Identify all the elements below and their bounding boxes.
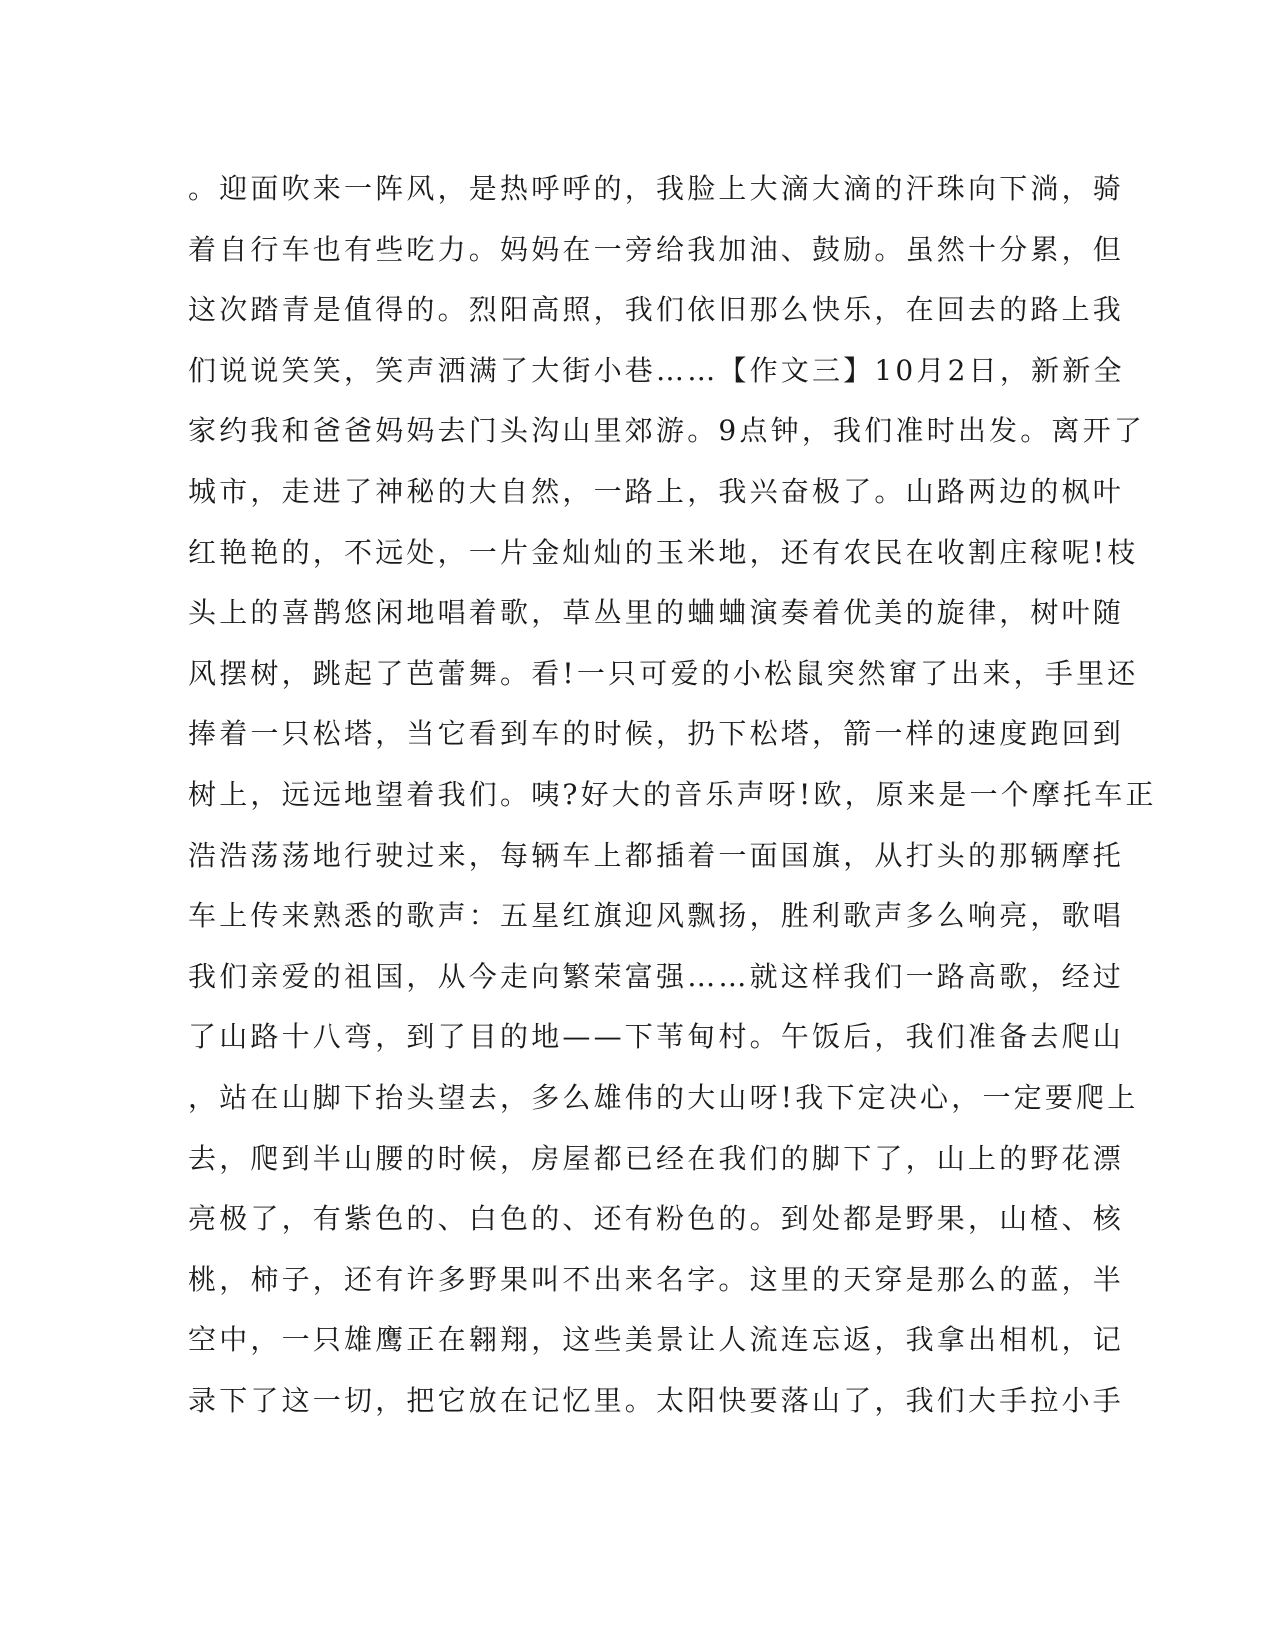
text-line: 桃，柿子，还有许多野果叫不出来名字。这里的天穿是那么的蓝，半 — [188, 1262, 1125, 1296]
text-line: 了山路十八弯，到了目的地——下苇甸村。午饭后，我们准备去爬山 — [188, 1020, 1125, 1054]
text-line: 亮极了，有紫色的、白色的、还有粉色的。到处都是野果，山楂、核 — [188, 1202, 1125, 1236]
text-line: 红艳艳的，不远处，一片金灿灿的玉米地，还有农民在收割庄稼呢!枝 — [188, 535, 1139, 569]
text-line: ，站在山脚下抬头望去，多么雄伟的大山呀!我下定决心，一定要爬上 — [188, 1080, 1139, 1114]
text-line: 。迎面吹来一阵风，是热呼呼的，我脸上大滴大滴的汗珠向下淌，骑 — [188, 172, 1125, 205]
text-line: 城市，走进了神秘的大自然，一路上，我兴奋极了。山路两边的枫叶 — [188, 474, 1125, 508]
text-line: 风摆树，跳起了芭蕾舞。看!一只可爱的小松鼠突然窜了出来，手里还 — [188, 656, 1139, 690]
text-line: 车上传来熟悉的歌声：五星红旗迎风飘扬，胜利歌声多么响亮，歌唱 — [188, 899, 1125, 933]
body-text — [188, 167, 1157, 1439]
text-line: 空中，一只雄鹰正在翱翔，这些美景让人流连忘返，我拿出相机，记 — [188, 1323, 1125, 1357]
text-line: 我们亲爱的祖国，从今走向繁荣富强……就这样我们一路高歌，经过 — [188, 959, 1125, 993]
text-line: 浩浩荡荡地行驶过来，每辆车上都插着一面国旗，从打头的那辆摩托 — [188, 838, 1125, 872]
text-line: 录下了这一切，把它放在记忆里。太阳快要落山了，我们大手拉小手 — [188, 1383, 1125, 1417]
text-line: 着自行车也有些吃力。妈妈在一旁给我加油、鼓励。虽然十分累，但 — [188, 232, 1125, 266]
text-line: 捧着一只松塔，当它看到车的时候，扔下松塔，箭一样的速度跑回到 — [188, 717, 1125, 751]
text-line: 们说说笑笑，笑声洒满了大街小巷……【作文三】10月2日，新新全 — [188, 353, 1125, 387]
text-line: 这次踏青是值得的。烈阳高照，我们依旧那么快乐，在回去的路上我 — [188, 293, 1125, 327]
text-line: 去，爬到半山腰的时候，房屋都已经在我们的脚下了，山上的野花漂 — [188, 1141, 1125, 1175]
text-line: 头上的喜鹊悠闲地唱着歌，草丛里的蛐蛐演奏着优美的旋律，树叶随 — [188, 596, 1125, 630]
text-line: 树上，远远地望着我们。咦?好大的音乐声呀!欧，原来是一个摩托车正 — [188, 777, 1157, 811]
text-line: 家约我和爸爸妈妈去门头沟山里郊游。9点钟，我们准时出发。离开了 — [188, 414, 1146, 448]
